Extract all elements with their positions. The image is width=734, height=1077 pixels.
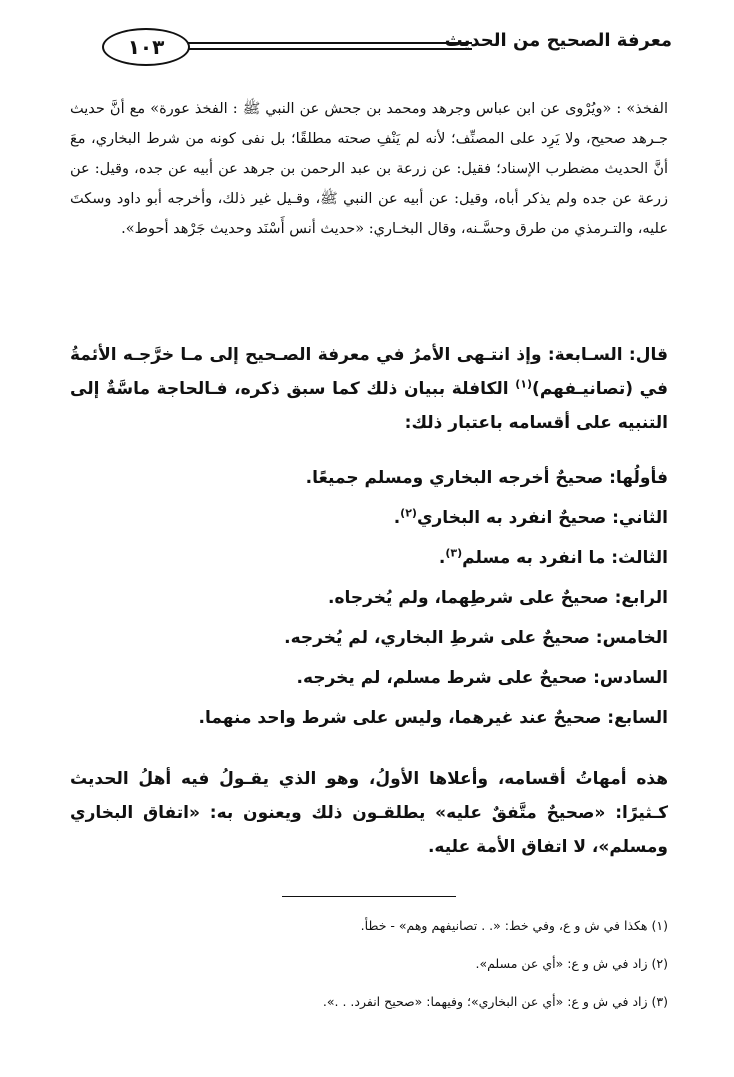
division-end: .	[393, 508, 401, 528]
seventh-text-part1: قال: السـابعة: وإذ انتـهى الأمرُ في معرفة الصـحيح إلى مـا خرَّجـه الأئمةُ في (تصانيـفهم)	[70, 345, 668, 399]
footnote-2: (٢) زاد في ش و ع: «أي عن مسلم».	[475, 956, 668, 971]
footnote-ref-1: (١)	[515, 377, 533, 391]
footnote-ref-3: (٣)	[445, 546, 463, 560]
seventh-text-part2: الكافلة ببيان ذلك كما سبق ذكره، فـالحاجة ماسَّةٌ إلى التنبيه على أقسامه باعتبار ذلك:	[70, 379, 668, 433]
footnote-ref-2: (٢)	[400, 506, 417, 520]
chapter-title: معرفة الصحيح من الحديث	[444, 30, 672, 51]
division-text: الخامس: صحيحٌ على شرطِ البخاري، لم يُخرجه.	[284, 628, 668, 648]
summary-text: هذه أمهاتُ أقسامه، وأعلاها الأولُ، وهو الذي يقـولُ فيه أهلُ الحديث كـثيرًا: «صحيحٌ متَّفقٌ عليه» يطلقـون ذلك ويعنون به: «اتفاق البخاري ومسلم»، لا اتفاق الأمة عليه.	[70, 769, 668, 857]
header-rule-bottom	[146, 48, 472, 50]
page-number: ١٠٣	[102, 28, 190, 66]
division-item	[70, 578, 668, 618]
paragraph-summary	[70, 762, 668, 864]
division-text: السابع: صحيحٌ عند غيرهما، وليس على شرط واحد منهما.	[198, 708, 668, 728]
footnote-1: (١) هكذا في ش و ع، وفي خط: «. . تصانيفهم وهم» - خطأ.	[360, 918, 668, 933]
division-item	[70, 458, 668, 498]
division-text: الثالث: ما انفرد به مسلم	[462, 548, 668, 568]
divisions-list	[70, 458, 668, 738]
paragraph-commentary	[70, 94, 668, 244]
division-text: السادس: صحيحٌ على شرط مسلم، لم يخرجه.	[296, 668, 668, 688]
division-item	[70, 498, 668, 538]
footnotes	[70, 914, 668, 1028]
division-text: الرابع: صحيحٌ على شرطِهما، ولم يُخرجاه.	[327, 588, 668, 608]
division-item	[70, 538, 668, 578]
division-text: الثاني: صحيحٌ انفرد به البخاري	[416, 508, 668, 528]
seventh-text	[70, 338, 668, 440]
division-item	[70, 698, 668, 738]
division-item	[70, 658, 668, 698]
running-header	[66, 28, 672, 66]
division-text: فأولُها: صحيحٌ أخرجه البخاري ومسلم جميعًا.	[305, 468, 668, 488]
commentary-text: الفخذ» : «ويُرْوى عن ابن عباس وجرهد ومحمد بن جحش عن النبي ﷺ : الفخذ عورة» مع أنَّ حديث جـرهد صحيح، ولا يَرِد على المصنِّف؛ لأنه لم يَنْفِ صحته مطلقًا؛ بل نفى كونه من شرط البخاري، معَ أنَّ الحديث مضطرب الإسناد؛ فقيل: عن زرعة بن عبد الرحمن بن جرهد عن أبيه عن جده، وقيل: عن زرعة عن جده ولم يذكر أباه، وقيل: عن أبيه عن النبي ﷺ، وقـيل غير ذلك، وأخرجه أبو داود وسكتَ عليه، والتـرمذي من طرق وحسَّـنه، وقال البخـاري: «حديث أنس أَسْنَد وحديث جَرْهد أحوط».	[70, 101, 668, 237]
division-end: .	[438, 548, 446, 568]
paragraph-seventh	[70, 338, 668, 440]
footnote-3: (٣) زاد في ش و ع: «أي عن البخاري»؛ وفيهما: «صحيح انفرد. . .».	[322, 994, 668, 1009]
footnote-separator	[282, 896, 456, 897]
division-item	[70, 618, 668, 658]
header-rule-top	[146, 42, 472, 44]
